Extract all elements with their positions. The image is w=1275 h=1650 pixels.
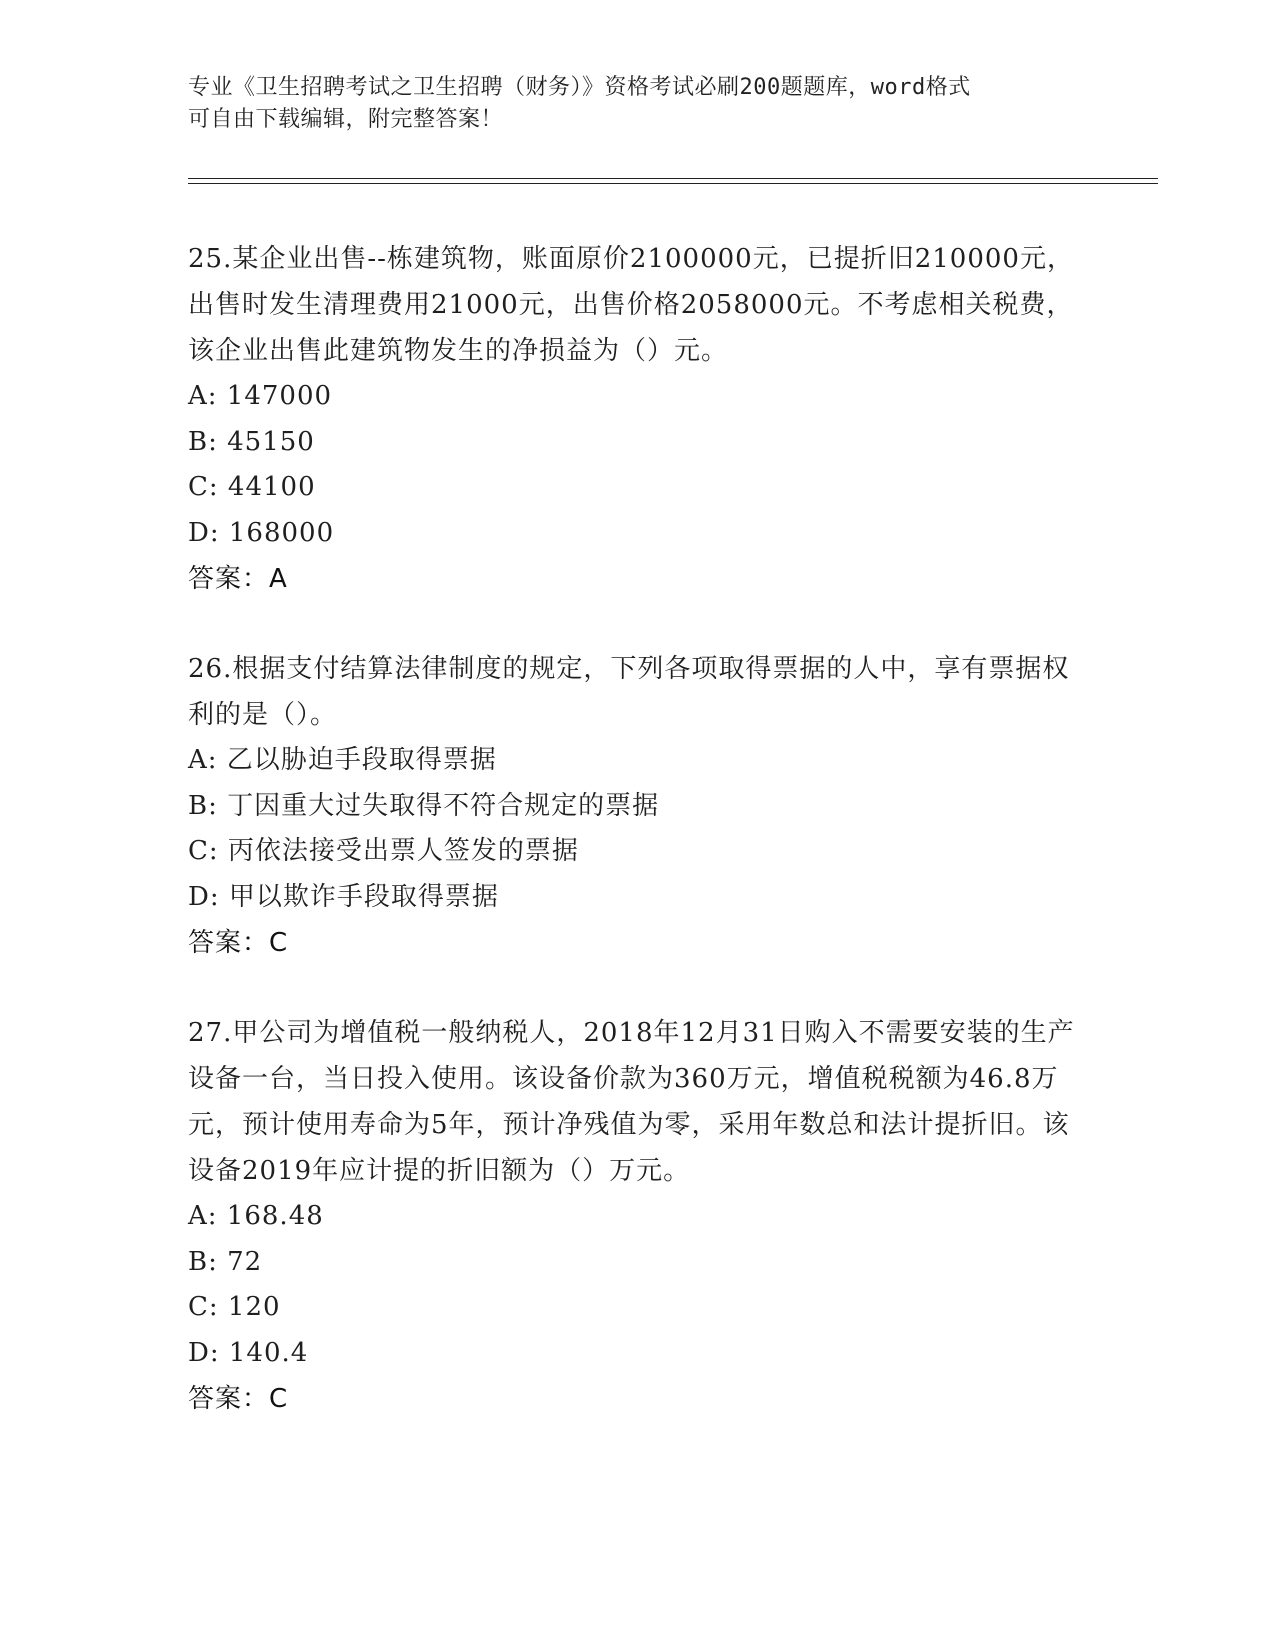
option-list — [188, 1194, 1078, 1376]
option-list — [188, 374, 1078, 556]
option-a: A: 168.48 — [188, 1201, 324, 1231]
option-b: B: 72 — [188, 1246, 263, 1277]
option-c: C: 44100 — [188, 472, 316, 502]
question-27 — [188, 1010, 1078, 1422]
option-d: D: 140.4 — [188, 1337, 309, 1368]
option-d: D: 168000 — [188, 517, 335, 548]
question-stem: 26.根据支付结算法律制度的规定，下列各项取得票据的人中，享有票据权利的是（）。 — [188, 654, 1070, 730]
answer-line: 答案：C — [188, 1384, 289, 1414]
option-c: C: 120 — [188, 1292, 281, 1322]
question-stem: 25.某企业出售--栋建筑物，账面原价2100000元，已提折旧210000元，出售时发生清理费用21000元，出售价格2058000元。不考虑相关税费，该企业出售此建筑物发生的净损益为（）元。 — [188, 244, 1074, 366]
option-list — [188, 738, 1078, 920]
header-divider-top — [188, 178, 1158, 179]
answer-line: 答案：A — [188, 564, 288, 594]
header-divider-bottom — [188, 183, 1158, 184]
option-b: B: 45150 — [188, 426, 315, 457]
question-26 — [188, 646, 1078, 966]
question-stem: 27.甲公司为增值税一般纳税人，2018年12月31日购入不需要安装的生产设备一台，当日投入使用。该设备价款为360万元，增值税税额为46.8万元，预计使用寿命为5年，预计净残值为零，采用年数总和法计提折旧。该设备2019年应计提的折旧额为（）万元。 — [188, 1018, 1075, 1186]
answer-line: 答案：C — [188, 928, 289, 958]
option-c: C: 丙依法接受出票人签发的票据 — [188, 836, 579, 866]
header-line-1: 专业《卫生招聘考试之卫生招聘（财务）》资格考试必刷200题题库，word格式 — [188, 75, 971, 100]
option-a: A: 乙以胁迫手段取得票据 — [188, 745, 497, 775]
document-header — [188, 72, 1088, 136]
option-b: B: 丁因重大过失取得不符合规定的票据 — [188, 790, 660, 821]
option-d: D: 甲以欺诈手段取得票据 — [188, 881, 499, 912]
header-line-2: 可自由下载编辑，附完整答案！ — [188, 107, 504, 132]
question-25 — [188, 236, 1078, 602]
option-a: A: 147000 — [188, 381, 333, 411]
